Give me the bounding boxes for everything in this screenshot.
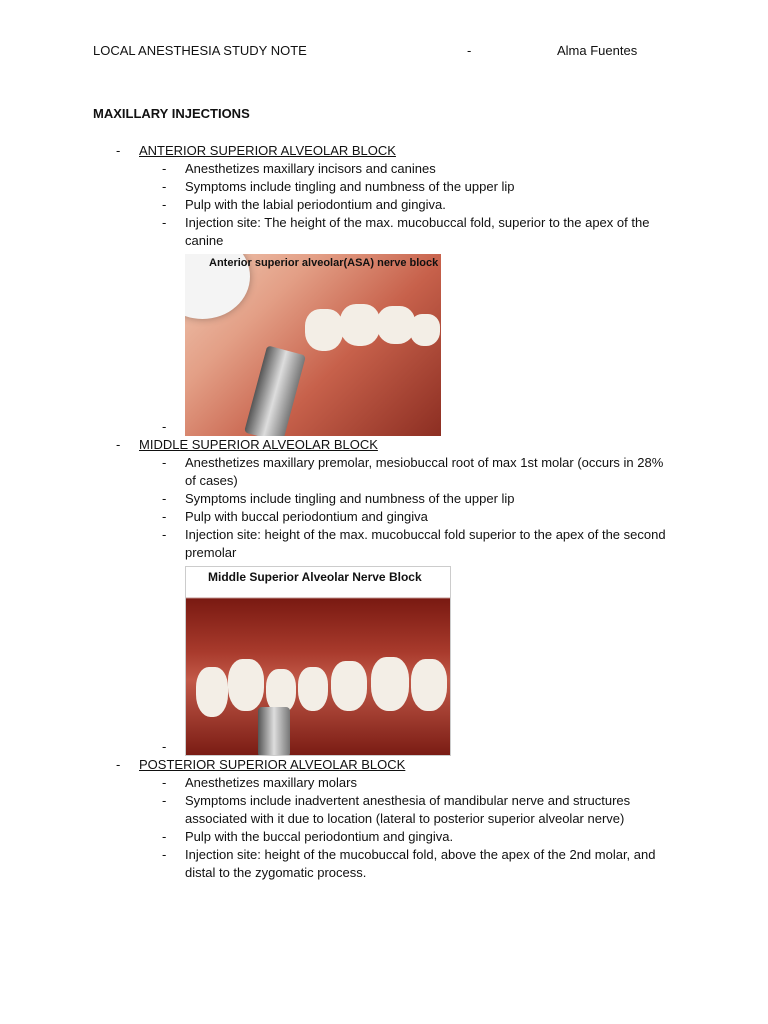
header-separator: - bbox=[467, 43, 472, 58]
bullet-dash: - bbox=[116, 757, 121, 772]
list-item bbox=[0, 846, 768, 882]
list-item bbox=[0, 214, 768, 250]
list-item bbox=[0, 490, 768, 508]
block-title-asa: ANTERIOR SUPERIOR ALVEOLAR BLOCK bbox=[139, 143, 396, 158]
tooth-shape bbox=[371, 657, 409, 711]
list-item bbox=[0, 178, 768, 196]
tooth-shape bbox=[410, 314, 440, 346]
list-item bbox=[0, 828, 768, 846]
list-item bbox=[0, 196, 768, 214]
item-text: Symptoms include tingling and numbness of the upper lip bbox=[185, 491, 515, 506]
item-text: Injection site: height of the mucobuccal fold, above the apex of the 2nd molar, and distal to the zygomatic process. bbox=[185, 847, 656, 880]
bullet-dash: - bbox=[162, 179, 167, 194]
asa-photo bbox=[185, 254, 441, 436]
bullet-dash: - bbox=[162, 775, 167, 790]
photo-caption: Anterior superior alveolar(ASA) nerve block bbox=[209, 257, 439, 269]
tooth-shape bbox=[228, 659, 264, 711]
section-title: MAXILLARY INJECTIONS bbox=[93, 106, 250, 121]
item-text: Injection site: The height of the max. mucobuccal fold, superior to the apex of the canine bbox=[185, 215, 650, 248]
item-text: Pulp with the buccal periodontium and gingiva. bbox=[185, 829, 454, 844]
page-header bbox=[93, 43, 693, 61]
item-text: Anesthetizes maxillary incisors and canines bbox=[185, 161, 436, 176]
bullet-dash: - bbox=[162, 161, 167, 176]
list-item bbox=[0, 774, 768, 792]
bullet-dash: - bbox=[162, 491, 167, 506]
syringe-shape bbox=[244, 345, 306, 436]
item-text: Pulp with buccal periodontium and gingiva bbox=[185, 509, 428, 524]
item-text: Symptoms include inadvertent anesthesia of mandibular nerve and structures associated with it due to location (lateral to posterior superior alveolar nerve) bbox=[185, 793, 631, 826]
tooth-shape bbox=[305, 309, 343, 351]
figure-msa bbox=[0, 566, 768, 756]
tooth-shape bbox=[411, 659, 447, 711]
block-asa bbox=[0, 142, 768, 160]
bullet-dash: - bbox=[162, 829, 167, 844]
bullet-dash: - bbox=[162, 215, 167, 230]
list-item bbox=[0, 526, 768, 562]
document-body bbox=[0, 142, 768, 882]
tooth-shape bbox=[340, 304, 380, 346]
bullet-dash: - bbox=[162, 527, 167, 542]
msa-photo bbox=[185, 566, 451, 756]
tooth-shape bbox=[298, 667, 328, 711]
item-text: Symptoms include tingling and numbness of the upper lip bbox=[185, 179, 515, 194]
bullet-dash: - bbox=[162, 419, 167, 434]
item-text: Pulp with the labial periodontium and gingiva. bbox=[185, 197, 446, 212]
block-msa bbox=[0, 436, 768, 454]
bullet-dash: - bbox=[162, 739, 167, 754]
list-item bbox=[0, 508, 768, 526]
bullet-dash: - bbox=[162, 793, 167, 808]
list-item bbox=[0, 792, 768, 828]
item-text: Injection site: height of the max. mucobuccal fold superior to the apex of the second premolar bbox=[185, 527, 666, 560]
header-title: LOCAL ANESTHESIA STUDY NOTE bbox=[93, 43, 307, 58]
tooth-shape bbox=[196, 667, 228, 717]
block-title-msa: MIDDLE SUPERIOR ALVEOLAR BLOCK bbox=[139, 437, 378, 452]
tooth-shape bbox=[331, 661, 367, 711]
list-item bbox=[0, 454, 768, 490]
syringe-shape bbox=[258, 707, 290, 756]
bullet-dash: - bbox=[162, 197, 167, 212]
block-list bbox=[0, 142, 768, 882]
block-psa bbox=[0, 756, 768, 774]
item-text: Anesthetizes maxillary premolar, mesiobuccal root of max 1st molar (occurs in 28% of cases) bbox=[185, 455, 664, 488]
bullet-dash: - bbox=[162, 509, 167, 524]
figure-asa bbox=[0, 254, 768, 436]
bullet-dash: - bbox=[162, 847, 167, 862]
item-text: Anesthetizes maxillary molars bbox=[185, 775, 357, 790]
header-author: Alma Fuentes bbox=[557, 43, 638, 58]
photo-caption: Middle Superior Alveolar Nerve Block bbox=[186, 567, 450, 593]
bullet-dash: - bbox=[116, 437, 121, 452]
list-item bbox=[0, 160, 768, 178]
bullet-dash: - bbox=[162, 455, 167, 470]
block-title-psa: POSTERIOR SUPERIOR ALVEOLAR BLOCK bbox=[139, 757, 406, 772]
bullet-dash: - bbox=[116, 143, 121, 158]
